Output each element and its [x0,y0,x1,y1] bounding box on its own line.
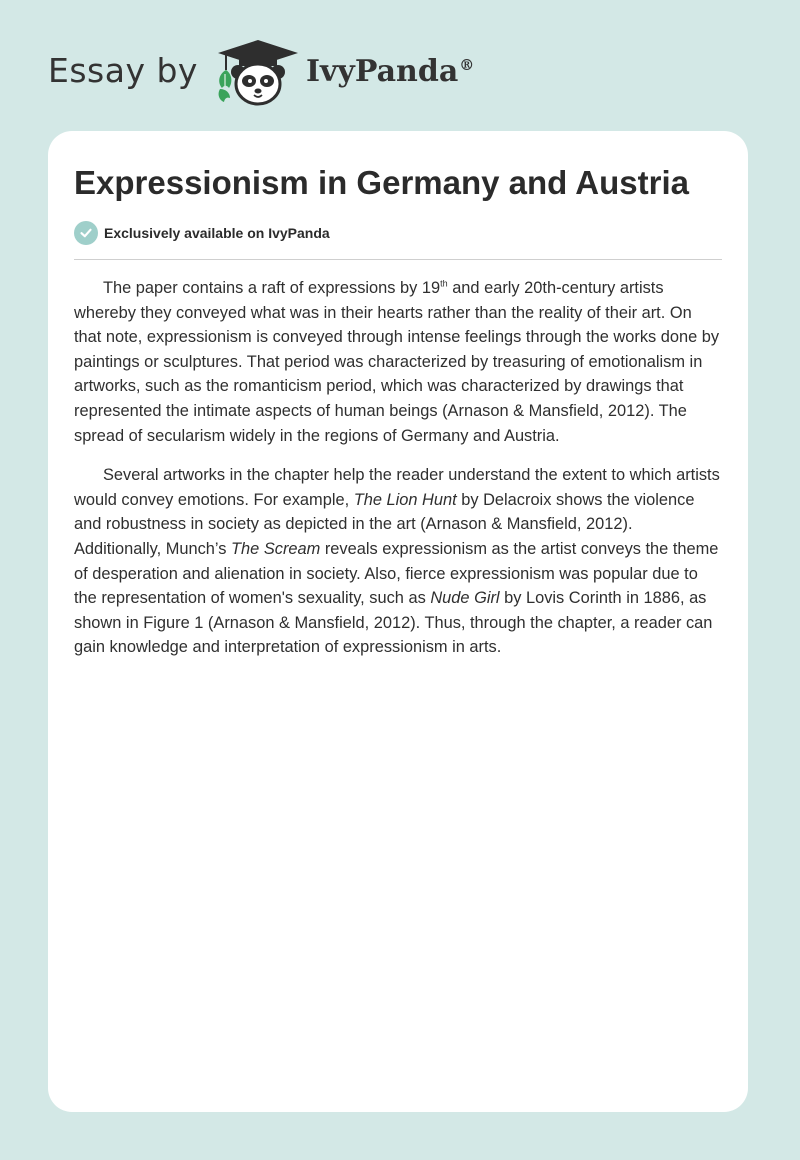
artwork-title: The Scream [231,539,321,558]
check-icon [74,221,98,245]
essay-by-label: Essay by [48,50,198,90]
exclusive-badge-text: Exclusively available on IvyPanda [104,225,330,241]
essay-card [48,131,748,1112]
paragraph-1: The paper contains a raft of expressions by 19th and early 20th-century artists whereby they conveyed what was in their hearts rather than the reality of their art. On that note, expressionism is conveyed through intense feelings through the works done by paintings or sculptures. That period was characterized by treasuring of emotionalism in artworks, such as the romanticism period, which was characterized by drawings that represented the intimate aspects of human beings (Arnason & Mansfield, 2012). The spread of secularism widely in the regions of Germany and Austria. [74,278,720,445]
panda-graduation-cap-icon[interactable] [212,36,304,108]
registered-mark: ® [459,55,475,74]
artwork-title: Nude Girl [430,589,500,608]
exclusive-badge [74,221,722,245]
page-title: Expressionism in Germany and Austria [74,164,689,201]
divider [74,259,722,260]
site-header [48,36,474,108]
brand-name[interactable]: IvyPanda® [305,53,475,89]
artwork-title: The Lion Hunt [353,490,457,509]
paragraph-2: Several artworks in the chapter help the reader understand the extent to which artists would convey emotions. For example, The Lion Hunt by Delacroix shows the violence and robustness in society as depicted in the art (Arnason & Mansfield, 2012). Additionally, Munch’s The Scream reveals expressionism as the artist conveys the theme of desperation and alienation in society. Also, fierce expressionism was popular due to the representation of women's sexuality, such as Nude Girl by Lovis Corinth in 1886, as shown in Figure 1 (Arnason & Mansfield, 2012). Thus, through the chapter, a reader can gain knowledge and interpretation of expressionism in arts. [74,466,720,657]
